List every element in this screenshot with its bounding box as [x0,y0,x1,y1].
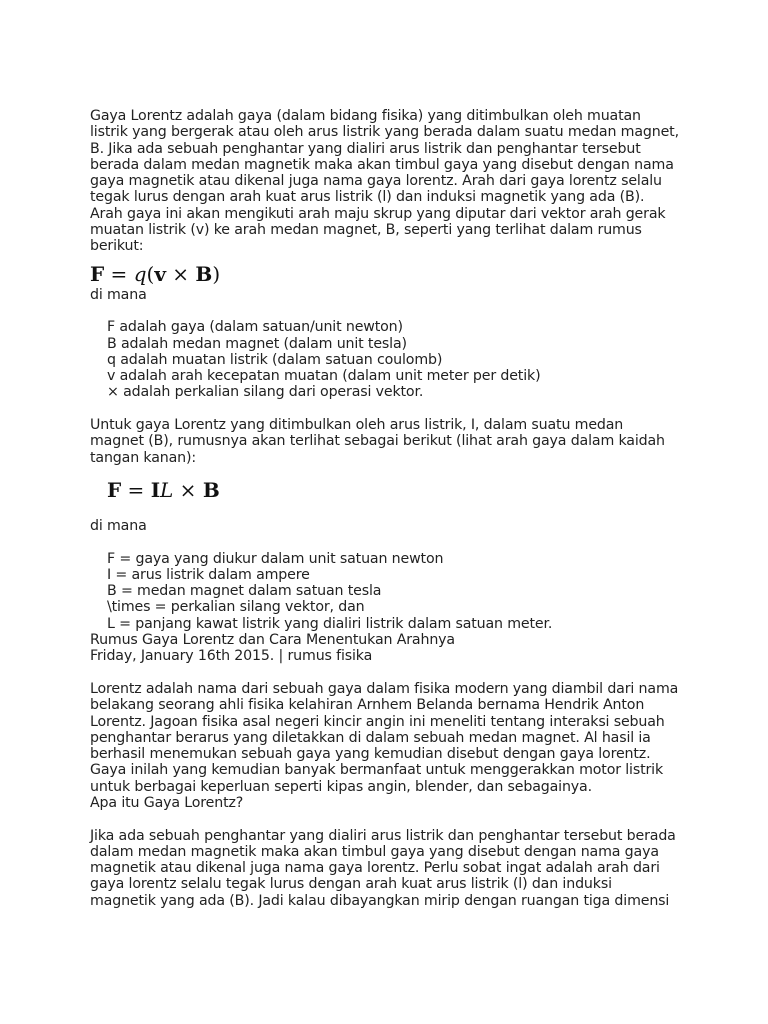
formula-cross-product: × [173,477,203,502]
definition-item: B = medan magnet dalam satuan tesla [107,583,382,600]
formula-velocity-symbol: v [154,261,166,286]
definition-item: B adalah medan magnet (dalam unit tesla) [107,335,407,352]
definition-list-2 [90,551,690,632]
formula-force-symbol: F [107,477,122,502]
formula-field-symbol: B [195,261,213,286]
lorentz-charge-formula [90,261,690,287]
text-line: Lorentz. Jagoan fisika asal negeri kincir angin ini meneliti tentang interaksi sebuah [90,713,665,730]
text-line: muatan listrik (v) ke arah medan magnet, B, seperti yang terlihat dalam rumus [90,222,642,239]
text-line: magnetik yang ada (B). Jadi kalau dibayangkan mirip dengan ruangan tiga dimensi [90,892,670,909]
definition-item: L = panjang kawat listrik yang dialiri listrik dalam satuan meter. [107,615,553,632]
text-line: Arah gaya ini akan mengikuti arah maju skrup yang diputar dari vektor arah gerak [90,205,666,222]
definition-item: I = arus listrik dalam ampere [107,566,310,583]
spacer [90,534,690,550]
text-line: magnet (B), rumusnya akan terlihat sebagai berikut (lihat arah gaya dalam kaidah [90,433,665,450]
formula-open-paren: ( [146,261,155,286]
text-line: tangan kanan): [90,449,197,466]
text-line: Lorentz adalah nama dari sebuah gaya dalam fisika modern yang diambil dari nama [90,680,679,697]
lorentz-current-formula [107,476,690,504]
text-line: belakang seorang ahli fisika kelahiran Arnhem Belanda bernama Hendrik Anton [90,697,645,714]
definition-item: F = gaya yang diukur dalam unit satuan newton [107,550,444,567]
current-paragraph [90,417,690,466]
text-line: B. Jika ada sebuah penghantar yang dialiri arus listrik dan penghantar tersebut [90,140,641,157]
definition-item: v adalah arah kecepatan muatan (dalam unit meter per detik) [107,368,541,385]
formula-current-symbol: I [150,477,161,502]
formula-close-paren: ) [212,261,221,286]
text-line: gaya magnetik atau dikenal juga nama gaya lorentz. Arah dari gaya lorentz selalu [90,173,662,190]
text-line: Jika ada sebuah penghantar yang dialiri arus listrik dan penghantar tersebut berada [90,827,676,844]
spacer [90,303,690,319]
text-line: berada dalam medan magnetik maka akan timbul gaya yang disebut dengan nama [90,156,674,173]
definition-item: F adalah gaya (dalam satuan/unit newton) [107,319,403,336]
text-line: berhasil menemukan sebuah gaya yang kemudian disebut dengan gaya lorentz. [90,746,651,763]
definition-item: q adalah muatan listrik (dalam satuan coulomb) [107,351,443,368]
text-line: listrik yang bergerak atau oleh arus listrik yang berada dalam suatu medan magnet, [90,124,679,141]
formula-charge-symbol: q [133,261,147,286]
text-line: dalam medan magnetik maka akan timbul gaya yang disebut dengan nama gaya [90,843,659,860]
di-mana-label: di mana [90,517,147,534]
formula-field-symbol: B [202,477,220,502]
definition-list-1 [90,319,690,400]
di-mana-label: di mana [90,286,147,303]
spacer [90,665,690,681]
text-line: untuk berbagai keperluan seperti kipas angin, blender, dan sebagainya. [90,778,592,795]
text-line: gaya lorentz selalu tegak lurus dengan arah kuat arus listrik (l) dan induksi [90,876,612,893]
text-line: magnetik atau dikenal juga nama gaya lorentz. Perlu sobat ingat adalah arah dari [90,860,660,877]
explanation-paragraph [90,828,690,909]
text-line: Gaya inilah yang kemudian banyak bermanfaat untuk menggerakkan motor listrik [90,762,664,779]
text-line: penghantar berarus yang diletakkan di dalam sebuah medan magnet. Al hasil ia [90,729,651,746]
text-line: tegak lurus dengan arah kuat arus listrik (l) dan induksi magnetik yang ada (B). [90,189,645,206]
section-question: Apa itu Gaya Lorentz? [90,794,244,811]
article-title: Rumus Gaya Lorentz dan Cara Menentukan Arahnya [90,632,455,649]
text-line: Untuk gaya Lorentz yang ditimbulkan oleh arus listrik, I, dalam suatu medan [90,417,624,434]
text-line: berikut: [90,238,144,255]
spacer [90,401,690,417]
formula-equals: = [104,261,134,286]
spacer [90,811,690,827]
definition-item: \times = perkalian silang vektor, dan [107,599,365,616]
formula-force-symbol: F [90,261,105,286]
spacer [90,504,690,518]
article-meta: Friday, January 16th 2015. | rumus fisika [90,648,373,665]
document-page [90,108,690,909]
intro-paragraph [90,108,690,255]
formula-length-symbol: L [160,477,174,502]
definition-item: × adalah perkalian silang dari operasi vektor. [107,384,424,401]
text-line: Gaya Lorentz adalah gaya (dalam bidang fisika) yang ditimbulkan oleh muatan [90,108,641,124]
history-paragraph [90,681,690,795]
formula-cross-product: × [165,261,196,286]
formula-equals: = [121,477,151,502]
